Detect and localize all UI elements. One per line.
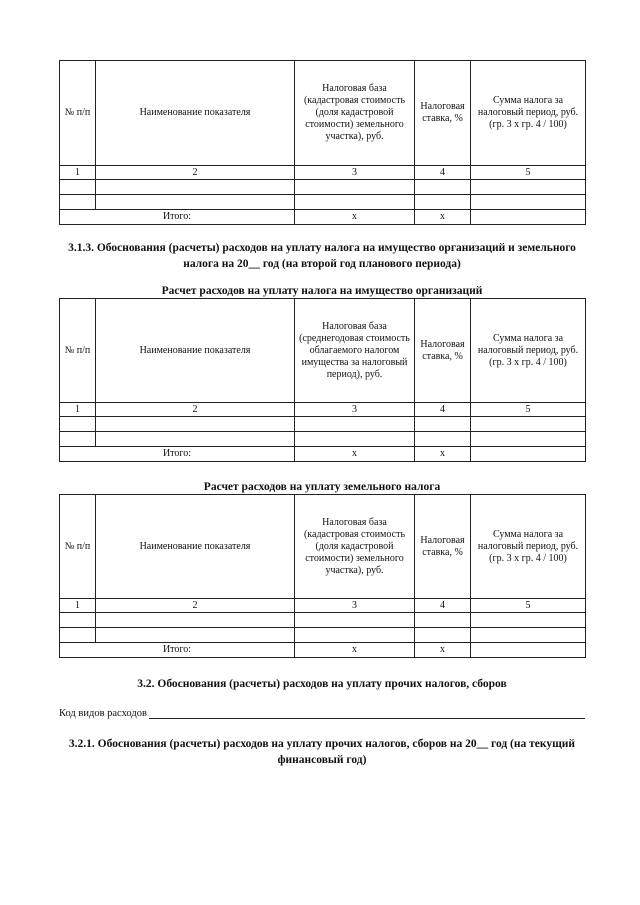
col-num-2: 2 [96, 403, 295, 417]
col-num-4: 4 [415, 403, 471, 417]
property-tax-table [59, 298, 586, 462]
total-label: Итого: [60, 210, 295, 225]
col-num-5: 5 [471, 166, 586, 180]
col-header-rate: Налоговая ставка, % [415, 61, 471, 166]
total-x-col4: x [415, 210, 471, 225]
col-header-base: Налоговая база (кадастровая стоимость (доля кадастровой стоимости) земельного участка), руб. [295, 495, 415, 599]
col-num-5: 5 [471, 599, 586, 613]
land-tax-table-top [59, 60, 586, 225]
col-num-1: 1 [60, 166, 96, 180]
col-header-name: Наименование показателя [96, 61, 295, 166]
total-x-col3: x [295, 447, 415, 462]
col-num-1: 1 [60, 599, 96, 613]
col-header-rate: Налоговая ставка, % [415, 299, 471, 403]
col-num-2: 2 [96, 599, 295, 613]
table-row [60, 417, 586, 432]
total-label: Итого: [60, 643, 295, 658]
table-row [60, 628, 586, 643]
expense-code-label: Код видов расходов [59, 708, 147, 719]
col-num-2: 2 [96, 166, 295, 180]
total-row [60, 447, 586, 462]
column-number-row [60, 403, 586, 417]
col-header-num: № п/п [60, 495, 96, 599]
col-num-4: 4 [415, 166, 471, 180]
total-x-col3: x [295, 643, 415, 658]
total-x-col4: x [415, 643, 471, 658]
total-x-col3: x [295, 210, 415, 225]
col-num-3: 3 [295, 166, 415, 180]
col-header-base: Налоговая база (среднегодовая стоимость облагаемого налогом имущества за налоговый период), руб. [295, 299, 415, 403]
table-row [60, 195, 586, 210]
total-x-col4: x [415, 447, 471, 462]
col-num-3: 3 [295, 599, 415, 613]
col-header-name: Наименование показателя [96, 299, 295, 403]
col-header-sum: Сумма налога за налоговый период, руб. (гр. 3 х гр. 4 / 100) [471, 495, 586, 599]
table-row [60, 432, 586, 447]
column-number-row [60, 166, 586, 180]
col-header-num: № п/п [60, 61, 96, 166]
col-num-3: 3 [295, 403, 415, 417]
column-number-row [60, 599, 586, 613]
col-header-base: Налоговая база (кадастровая стоимость (доля кадастровой стоимости) земельного участка), руб. [295, 61, 415, 166]
section-3-2-heading: 3.2. Обоснования (расчеты) расходов на уплату прочих налогов, сборов [137, 678, 507, 690]
land-tax-title: Расчет расходов на уплату земельного налога [203, 481, 441, 493]
section-3-2-1-heading: 3.2.1. Обоснования (расчеты) расходов на уплату прочих налогов, сборов на 20__ год (на текущий финансовый год) [68, 738, 576, 766]
col-num-4: 4 [415, 599, 471, 613]
col-header-rate: Налоговая ставка, % [415, 495, 471, 599]
col-header-sum: Сумма налога за налоговый период, руб. (гр. 3 х гр. 4 / 100) [471, 61, 586, 166]
section-3-1-3-heading: 3.1.3. Обоснования (расчеты) расходов на уплату налога на имущество организаций и земельного налога на 20__ год (на второй год планового периода) [68, 242, 576, 270]
col-num-1: 1 [60, 403, 96, 417]
total-row [60, 210, 586, 225]
table-row [60, 613, 586, 628]
total-label: Итого: [60, 447, 295, 462]
col-header-sum: Сумма налога за налоговый период, руб. (гр. 3 х гр. 4 / 100) [471, 299, 586, 403]
table-row [60, 180, 586, 195]
expense-code-blank-line [149, 707, 585, 719]
land-tax-table [59, 494, 586, 658]
col-num-5: 5 [471, 403, 586, 417]
total-row [60, 643, 586, 658]
expense-code-field [59, 707, 585, 719]
col-header-num: № п/п [60, 299, 96, 403]
col-header-name: Наименование показателя [96, 495, 295, 599]
property-tax-title: Расчет расходов на уплату налога на имущество организаций [161, 285, 483, 297]
